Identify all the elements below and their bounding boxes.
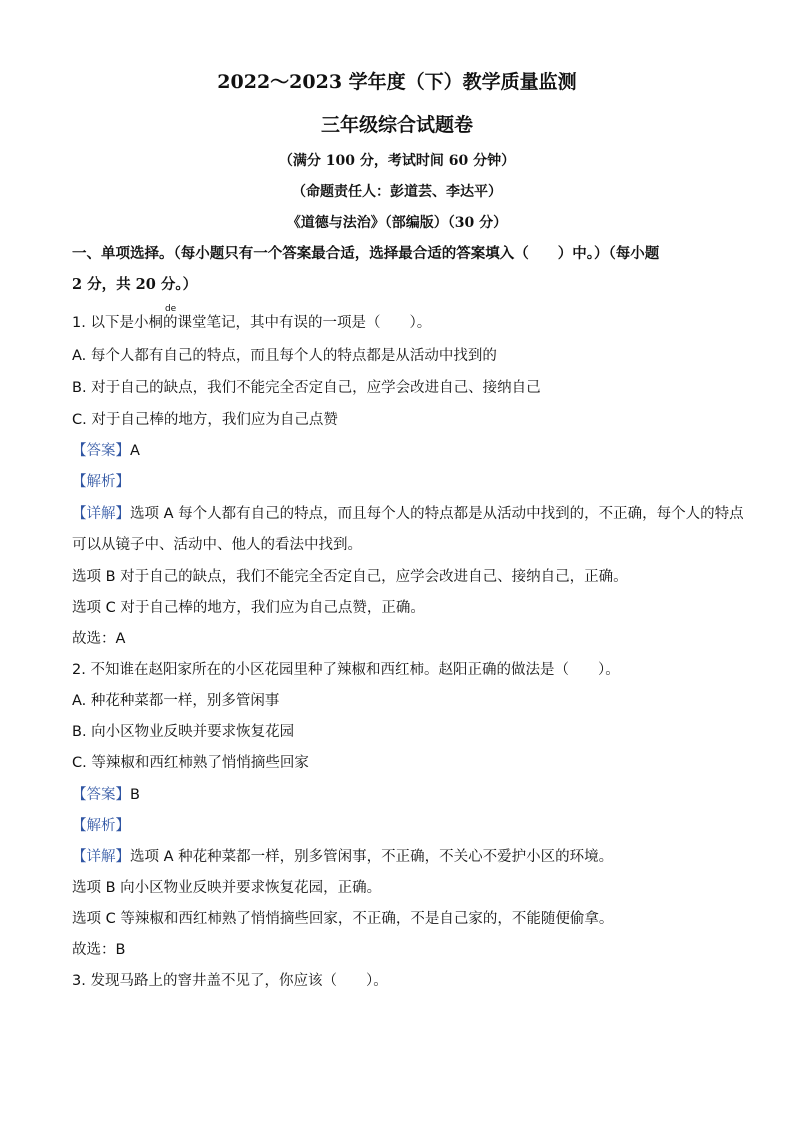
question-2-option-b: B. 向小区物业反映并要求恢复花园 xyxy=(72,724,295,740)
answer-tag: 【答案】 xyxy=(72,443,130,459)
question-1-stem xyxy=(72,304,432,333)
question-1-detail xyxy=(72,504,744,524)
question-1-detail-b: 选项 B 对于自己的缺点，我们不能完全否定自己，应学会改进自己、接纳自己，正确。 xyxy=(72,569,628,585)
question-2-option-c: C. 等辣椒和西红柿熟了悄悄摘些回家 xyxy=(72,755,309,771)
question-1-option-a: A. 每个人都有自己的特点，而且每个人的特点都是从活动中找到的 xyxy=(72,348,497,364)
question-2-detail-c: 选项 C 等辣椒和西红柿熟了悄悄摘些回家，不正确，不是自己家的，不能随便偷拿。 xyxy=(72,911,614,927)
detail-tag: 【详解】 xyxy=(72,849,130,865)
exam-subtitle: 三年级综合试题卷 xyxy=(320,114,473,136)
question-2-choice: 故选：B xyxy=(72,942,126,958)
question-2-detail xyxy=(72,847,613,867)
ruby-annotation xyxy=(162,304,178,333)
question-2-analysis-tag: 【解析】 xyxy=(72,818,130,834)
question-1-stem-post: 课堂笔记，其中有误的一项是（ ）。 xyxy=(177,315,432,331)
question-2-stem: 2. 不知谁在赵阳家所在的小区花园里种了辣椒和西红柿。赵阳正确的做法是（ ）。 xyxy=(72,662,620,678)
subject-heading: 《道德与法治》（部编版）（30 分） xyxy=(286,215,508,231)
question-3-stem: 3. 发现马路上的窨井盖不见了，你应该（ ）。 xyxy=(72,973,388,989)
exam-title: 2022～2023 学年度（下）教学质量监测 xyxy=(217,71,577,93)
section-heading-cont: 2 分，共 20 分。） xyxy=(72,276,198,293)
detail-text: 选项 A 每个人都有自己的特点，而且每个人的特点都是从活动中找到的，不正确，每个人的特点 xyxy=(130,506,744,522)
question-1-stem-pre: 1. 以下是小桐 xyxy=(72,315,163,331)
question-2-answer xyxy=(72,785,140,805)
question-2-option-a: A. 种花种菜都一样，别多管闲事 xyxy=(72,693,280,709)
question-1-option-b: B. 对于自己的缺点，我们不能完全否定自己，应学会改进自己、接纳自己 xyxy=(72,380,541,396)
detail-text: 选项 A 种花种菜都一样，别多管闲事，不正确，不关心不爱护小区的环境。 xyxy=(130,849,614,865)
section-heading: 一、单项选择。（每小题只有一个答案最合适，选择最合适的答案填入（ ）中。）（每小题 xyxy=(72,245,660,262)
question-1-choice: 故选：A xyxy=(72,631,126,647)
question-1-option-c: C. 对于自己棒的地方，我们应为自己点赞 xyxy=(72,412,338,428)
score-time-note: （满分 100 分，考试时间 60 分钟） xyxy=(278,153,516,169)
question-1-detail-c: 选项 C 对于自己棒的地方，我们应为自己点赞，正确。 xyxy=(72,600,425,616)
answer-value: B xyxy=(130,787,140,803)
answer-value: A xyxy=(130,443,140,459)
detail-tag: 【详解】 xyxy=(72,506,130,522)
ruby-text: de xyxy=(164,304,177,314)
question-2-detail-b: 选项 B 向小区物业反映并要求恢复花园，正确。 xyxy=(72,880,382,896)
question-1-analysis-tag: 【解析】 xyxy=(72,474,130,490)
authors-note: （命题责任人：彭道芸、李达平） xyxy=(292,184,502,200)
question-1-detail-cont: 可以从镜子中、活动中、他人的看法中找到。 xyxy=(72,537,362,553)
ruby-base: 的 xyxy=(162,315,178,331)
question-1-answer xyxy=(72,441,140,461)
answer-tag: 【答案】 xyxy=(72,787,130,803)
